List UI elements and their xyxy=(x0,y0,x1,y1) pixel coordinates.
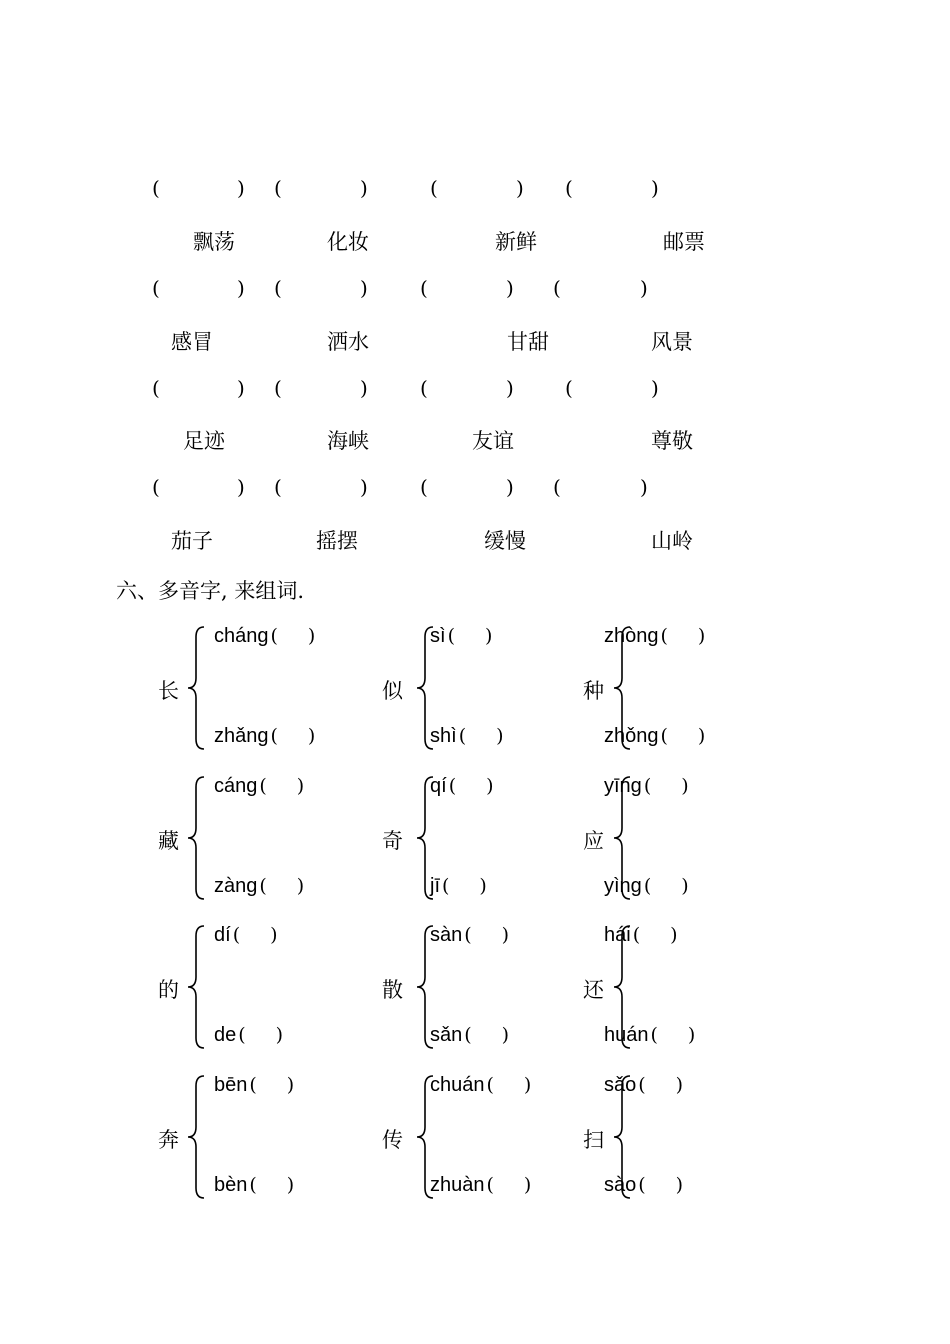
pinyin-option xyxy=(214,1074,294,1097)
answer-paren-close: ) xyxy=(270,924,278,946)
answer-paren-open: ( xyxy=(152,376,160,400)
vocab-word: 风景 xyxy=(651,330,693,354)
pinyin-text: sàn xyxy=(430,924,463,946)
answer-paren-close: ) xyxy=(484,625,493,647)
pinyin-option xyxy=(214,1174,294,1197)
pinyin-option xyxy=(214,1024,283,1047)
answer-paren-close: ) xyxy=(486,775,494,797)
pinyin-text: chuán xyxy=(430,1074,485,1096)
answer-paren-open: ( xyxy=(232,924,241,946)
polyphonic-char: 扫 xyxy=(583,1128,604,1152)
answer-paren-open: ( xyxy=(274,176,282,200)
pinyin-text: dí xyxy=(214,924,231,946)
answer-paren-close: ) xyxy=(237,176,245,200)
answer-paren-open: ( xyxy=(553,276,561,300)
pinyin-option xyxy=(430,1174,531,1197)
answer-paren-close: ) xyxy=(307,725,316,747)
pinyin-option xyxy=(604,775,689,798)
answer-paren-close: ) xyxy=(360,176,368,200)
answer-paren-open: ( xyxy=(152,276,160,300)
answer-paren-close: ) xyxy=(523,1074,532,1096)
pinyin-text: zàng xyxy=(214,875,258,897)
answer-paren-close: ) xyxy=(687,1024,696,1046)
pinyin-option xyxy=(430,725,504,748)
answer-paren-open: ( xyxy=(650,1024,658,1046)
answer-paren-open: ( xyxy=(632,924,641,946)
polyphonic-char: 的 xyxy=(158,978,179,1002)
answer-paren-close: ) xyxy=(675,1174,684,1196)
answer-paren-open: ( xyxy=(249,1174,257,1196)
answer-paren-open: ( xyxy=(259,875,267,897)
answer-paren-close: ) xyxy=(651,176,659,200)
pinyin-text: yīng xyxy=(604,775,642,797)
vocab-word: 洒水 xyxy=(327,330,369,354)
pinyin-text: bèn xyxy=(214,1174,248,1196)
pinyin-option xyxy=(604,924,678,947)
pinyin-option xyxy=(430,625,492,648)
answer-paren-close: ) xyxy=(675,1074,684,1096)
pinyin-text: sào xyxy=(604,1174,637,1196)
answer-paren-close: ) xyxy=(640,276,648,300)
vocab-word: 缓慢 xyxy=(484,529,526,553)
answer-paren-open: ( xyxy=(638,1074,646,1096)
answer-paren-open: ( xyxy=(152,176,160,200)
pinyin-text: zhuàn xyxy=(430,1174,485,1196)
answer-paren-close: ) xyxy=(296,875,305,897)
pinyin-option xyxy=(604,1174,683,1197)
vocab-word: 海峡 xyxy=(327,429,369,453)
polyphonic-char: 散 xyxy=(382,978,403,1002)
pinyin-text: zhǒng xyxy=(604,725,659,747)
polyphonic-char: 奇 xyxy=(382,829,403,853)
answer-paren-open: ( xyxy=(565,176,573,200)
answer-paren-close: ) xyxy=(506,276,514,300)
polyphonic-char: 似 xyxy=(382,679,403,703)
pinyin-text: shì xyxy=(430,725,457,747)
answer-paren-open: ( xyxy=(420,475,428,499)
answer-paren-close: ) xyxy=(286,1074,295,1096)
answer-paren-close: ) xyxy=(296,775,305,797)
polyphonic-char: 传 xyxy=(382,1128,403,1152)
answer-paren-close: ) xyxy=(360,376,368,400)
answer-paren-close: ) xyxy=(640,475,648,499)
curly-brace xyxy=(186,625,210,751)
answer-paren-open: ( xyxy=(565,376,573,400)
answer-paren-close: ) xyxy=(237,276,245,300)
vocab-word: 山岭 xyxy=(651,529,693,553)
answer-paren-close: ) xyxy=(307,625,316,647)
polyphonic-char: 藏 xyxy=(158,829,179,853)
answer-paren-open: ( xyxy=(430,176,438,200)
vocab-word: 茄子 xyxy=(171,529,213,553)
answer-paren-open: ( xyxy=(660,625,668,647)
answer-paren-close: ) xyxy=(670,924,678,946)
answer-paren-open: ( xyxy=(238,1024,246,1046)
answer-paren-close: ) xyxy=(681,875,689,897)
pinyin-text: yìng xyxy=(604,875,642,897)
answer-paren-close: ) xyxy=(501,1024,510,1046)
answer-paren-open: ( xyxy=(152,475,160,499)
pinyin-text: huán xyxy=(604,1024,649,1046)
answer-paren-close: ) xyxy=(360,475,368,499)
vocab-word: 摇摆 xyxy=(316,529,358,553)
answer-paren-close: ) xyxy=(237,376,245,400)
answer-paren-open: ( xyxy=(643,875,652,897)
pinyin-text: bēn xyxy=(214,1074,248,1096)
answer-paren-close: ) xyxy=(496,725,504,747)
vocab-word: 化妆 xyxy=(327,230,369,254)
pinyin-option xyxy=(430,875,487,898)
vocab-word: 足迹 xyxy=(183,429,225,453)
polyphonic-char: 应 xyxy=(583,829,604,853)
pinyin-option xyxy=(430,775,494,798)
pinyin-option xyxy=(430,1074,531,1097)
pinyin-option xyxy=(214,924,278,947)
pinyin-option xyxy=(604,1024,695,1047)
answer-paren-open: ( xyxy=(274,475,282,499)
answer-paren-open: ( xyxy=(442,875,450,897)
answer-paren-close: ) xyxy=(516,176,524,200)
answer-paren-open: ( xyxy=(270,725,278,747)
pinyin-text: sǎn xyxy=(430,1024,463,1046)
vocab-word: 甘甜 xyxy=(507,330,549,354)
vocab-word: 飘荡 xyxy=(193,230,235,254)
answer-paren-open: ( xyxy=(643,775,652,797)
pinyin-text: cáng xyxy=(214,775,258,797)
answer-paren-open: ( xyxy=(638,1174,646,1196)
answer-paren-open: ( xyxy=(553,475,561,499)
pinyin-option xyxy=(214,775,304,798)
pinyin-text: zhǎng xyxy=(214,725,269,747)
answer-paren-close: ) xyxy=(286,1174,295,1196)
pinyin-text: sǎo xyxy=(604,1074,637,1096)
answer-paren-open: ( xyxy=(486,1174,494,1196)
answer-paren-open: ( xyxy=(274,376,282,400)
answer-paren-close: ) xyxy=(506,475,514,499)
vocab-word: 尊敬 xyxy=(651,429,693,453)
vocab-word: 邮票 xyxy=(663,230,705,254)
answer-paren-open: ( xyxy=(464,1024,472,1046)
vocab-word: 感冒 xyxy=(171,330,213,354)
pinyin-option xyxy=(604,875,689,898)
answer-paren-open: ( xyxy=(448,775,457,797)
answer-paren-open: ( xyxy=(458,725,467,747)
pinyin-text: zhòng xyxy=(604,625,659,647)
answer-paren-close: ) xyxy=(501,924,510,946)
vocab-word: 新鲜 xyxy=(495,230,537,254)
answer-paren-close: ) xyxy=(697,725,706,747)
answer-paren-open: ( xyxy=(420,276,428,300)
answer-paren-open: ( xyxy=(274,276,282,300)
curly-brace xyxy=(186,775,210,901)
answer-paren-close: ) xyxy=(360,276,368,300)
answer-paren-open: ( xyxy=(660,725,668,747)
pinyin-text: de xyxy=(214,1024,237,1046)
vocab-word: 友谊 xyxy=(472,429,514,453)
pinyin-option xyxy=(604,1074,683,1097)
polyphonic-char: 种 xyxy=(583,679,604,703)
pinyin-text: cháng xyxy=(214,625,269,647)
answer-paren-close: ) xyxy=(237,475,245,499)
pinyin-text: hái xyxy=(604,924,631,946)
answer-paren-close: ) xyxy=(506,376,514,400)
answer-paren-close: ) xyxy=(651,376,659,400)
pinyin-option xyxy=(604,625,705,648)
answer-paren-close: ) xyxy=(523,1174,532,1196)
curly-brace xyxy=(186,924,210,1050)
answer-paren-close: ) xyxy=(275,1024,284,1046)
pinyin-option xyxy=(430,1024,509,1047)
pinyin-text: sì xyxy=(430,625,446,647)
pinyin-option xyxy=(430,924,509,947)
pinyin-text: qí xyxy=(430,775,447,797)
polyphonic-char: 奔 xyxy=(158,1128,179,1152)
pinyin-option xyxy=(214,725,315,748)
pinyin-option xyxy=(214,875,304,898)
pinyin-option xyxy=(214,625,315,648)
answer-paren-open: ( xyxy=(486,1074,494,1096)
answer-paren-open: ( xyxy=(464,924,472,946)
polyphonic-char: 还 xyxy=(583,978,604,1002)
answer-paren-close: ) xyxy=(697,625,706,647)
pinyin-text: jī xyxy=(430,875,440,897)
answer-paren-close: ) xyxy=(681,775,689,797)
answer-paren-open: ( xyxy=(420,376,428,400)
section-heading: 六、多音字, 来组词. xyxy=(116,579,305,603)
answer-paren-open: ( xyxy=(249,1074,257,1096)
answer-paren-close: ) xyxy=(479,875,487,897)
pinyin-option xyxy=(604,725,705,748)
answer-paren-open: ( xyxy=(270,625,278,647)
curly-brace xyxy=(186,1074,210,1200)
answer-paren-open: ( xyxy=(259,775,267,797)
answer-paren-open: ( xyxy=(447,625,455,647)
polyphonic-char: 长 xyxy=(158,679,179,703)
